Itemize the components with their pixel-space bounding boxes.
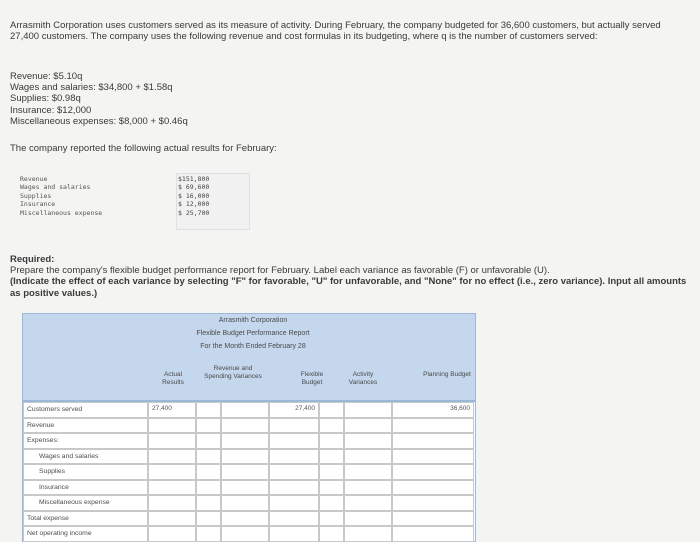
actual-value: $ 12,000 — [178, 200, 210, 209]
required-note: (Indicate the effect of each variance by selecting "F" for favorable, "U" for unfavorable, and "None" for no effect (i.e., zero variance). Input all amounts as positive values.) — [10, 276, 687, 299]
row-label: Supplies — [39, 468, 66, 475]
col-revenue-spending-variances: Revenue and Spending Variances — [204, 365, 262, 380]
required-title: Required: — [10, 254, 55, 265]
row-label: Total expense — [27, 514, 69, 522]
col-actual-results: Actual Results — [162, 371, 184, 386]
input-cell-act-amt[interactable] — [319, 480, 344, 496]
formula-wages: Wages and salaries: $34,800 + $1.58q — [10, 82, 173, 94]
input-cell-act-fu[interactable] — [344, 511, 392, 527]
customers-flexible-value: 27,400 — [295, 405, 315, 412]
row-label-cell — [23, 526, 148, 542]
input-cell-var-fu[interactable] — [221, 433, 269, 449]
input-cell-act-fu[interactable] — [344, 418, 392, 434]
input-cell-act-fu[interactable] — [344, 433, 392, 449]
input-cell-actual[interactable] — [148, 526, 196, 542]
input-cell-var-amt[interactable] — [196, 511, 221, 527]
row-label: Customers served — [27, 406, 83, 413]
row-label-cell — [23, 480, 148, 496]
row-label-cell — [23, 495, 148, 511]
input-cell-flexible[interactable] — [269, 526, 319, 542]
input-cell-var-fu[interactable] — [221, 449, 269, 465]
input-cell-var-amt[interactable] — [196, 402, 221, 418]
row-label-cell — [23, 402, 148, 418]
customers-actual-value: 27,400 — [152, 405, 172, 412]
customers-planning-cell — [392, 402, 474, 418]
input-cell-flexible[interactable] — [269, 418, 319, 434]
input-cell-var-fu[interactable] — [221, 511, 269, 527]
input-cell-var-amt[interactable] — [196, 464, 221, 480]
report-header — [23, 314, 475, 400]
input-cell-act-fu[interactable] — [344, 495, 392, 511]
performance-report — [22, 313, 476, 542]
input-cell-var-amt[interactable] — [196, 418, 221, 434]
row-label: Miscellaneous expense — [39, 499, 110, 506]
reported-text: The company reported the following actual results for February: — [10, 143, 277, 154]
actual-value: $ 16,000 — [178, 191, 210, 200]
formula-revenue: Revenue: $5.10q — [10, 71, 83, 82]
problem-intro — [10, 20, 690, 42]
report-period: For the Month Ended February 28 — [200, 343, 306, 350]
report-title: Flexible Budget Performance Report — [196, 330, 310, 337]
input-cell-flexible[interactable] — [269, 495, 319, 511]
input-cell-planning[interactable] — [392, 433, 474, 449]
actual-label: Miscellaneous expense — [20, 208, 103, 217]
input-cell-act-fu[interactable] — [344, 526, 392, 542]
formula-supplies: Supplies: $0.98q — [10, 93, 81, 105]
customers-flexible-cell — [269, 402, 319, 418]
input-cell-act-amt[interactable] — [319, 511, 344, 527]
input-cell-planning[interactable] — [392, 464, 474, 480]
input-cell-var-fu[interactable] — [221, 402, 269, 418]
actual-label: Insurance — [20, 200, 56, 209]
input-cell-actual[interactable] — [148, 480, 196, 496]
actual-label: Wages and salaries — [20, 183, 91, 192]
row-label-cell — [23, 464, 148, 480]
row-label: Expenses: — [27, 437, 59, 444]
row-label-cell — [23, 433, 148, 449]
row-label-cell — [23, 449, 148, 465]
input-cell-actual[interactable] — [148, 464, 196, 480]
row-label: Wages and salaries — [39, 452, 99, 460]
input-cell-planning[interactable] — [392, 418, 474, 434]
input-cell-act-amt[interactable] — [319, 526, 344, 542]
input-cell-flexible[interactable] — [269, 433, 319, 449]
input-cell-act-amt[interactable] — [319, 402, 344, 418]
input-cell-planning[interactable] — [392, 526, 474, 542]
input-cell-act-fu[interactable] — [344, 449, 392, 465]
input-cell-planning[interactable] — [392, 495, 474, 511]
col-flexible-budget: Flexible Budget — [300, 371, 324, 386]
col-planning-budget: Planning Budget — [423, 371, 471, 378]
input-cell-flexible[interactable] — [269, 449, 319, 465]
input-cell-planning[interactable] — [392, 449, 474, 465]
row-label-cell — [23, 511, 148, 527]
input-cell-act-amt[interactable] — [319, 433, 344, 449]
input-cell-flexible[interactable] — [269, 480, 319, 496]
input-cell-planning[interactable] — [392, 511, 474, 527]
input-cell-var-amt[interactable] — [196, 526, 221, 542]
input-cell-actual[interactable] — [148, 495, 196, 511]
actual-label: Revenue — [20, 175, 48, 183]
col-activity-variances: Activity Variances — [348, 371, 378, 386]
required-section — [10, 254, 690, 299]
row-label: Net operating income — [27, 530, 92, 537]
input-cell-act-fu[interactable] — [344, 402, 392, 418]
formula-list — [10, 71, 188, 127]
input-cell-act-fu[interactable] — [344, 464, 392, 480]
input-cell-act-amt[interactable] — [319, 464, 344, 480]
input-cell-flexible[interactable] — [269, 511, 319, 527]
required-text: Prepare the company's flexible budget performance report for February. Label each variance as favorable (F) or unfavorable (U). — [10, 265, 550, 277]
actual-label: Supplies — [20, 191, 52, 200]
input-cell-var-amt[interactable] — [196, 433, 221, 449]
row-label: Revenue — [27, 421, 55, 429]
input-cell-var-fu[interactable] — [221, 464, 269, 480]
input-cell-var-amt[interactable] — [196, 495, 221, 511]
input-cell-planning[interactable] — [392, 480, 474, 496]
actual-value: $ 25,700 — [178, 208, 210, 217]
input-cell-act-amt[interactable] — [319, 495, 344, 511]
intro-text: Arrasmith Corporation uses customers served as its measure of activity. During February, the company budgeted for 36,600 customers, but actually served 27,400 customers. The company uses the following revenue and cost formulas in its budgeting, where q is the number of customers served: — [10, 20, 661, 42]
report-company: Arrasmith Corporation — [218, 317, 288, 324]
input-cell-act-amt[interactable] — [319, 449, 344, 465]
formula-insurance: Insurance: $12,000 — [10, 104, 92, 116]
input-cell-actual[interactable] — [148, 449, 196, 465]
input-cell-actual[interactable] — [148, 433, 196, 449]
input-cell-act-fu[interactable] — [344, 480, 392, 496]
input-cell-actual[interactable] — [148, 418, 196, 434]
input-cell-var-fu[interactable] — [221, 495, 269, 511]
row-label: Insurance — [39, 483, 69, 491]
input-cell-var-amt[interactable] — [196, 449, 221, 465]
input-cell-var-fu[interactable] — [221, 526, 269, 542]
customers-planning-value: 36,600 — [450, 405, 470, 412]
input-cell-actual[interactable] — [148, 511, 196, 527]
actual-value: $151,800 — [178, 175, 210, 183]
customers-actual-cell — [148, 402, 196, 418]
input-cell-flexible[interactable] — [269, 464, 319, 480]
input-cell-act-amt[interactable] — [319, 418, 344, 434]
actual-value: $ 69,600 — [178, 183, 210, 192]
input-cell-var-fu[interactable] — [221, 418, 269, 434]
row-label-cell — [23, 418, 148, 434]
formula-misc: Miscellaneous expenses: $8,000 + $0.46q — [10, 115, 188, 127]
input-cell-var-fu[interactable] — [221, 480, 269, 496]
input-cell-var-amt[interactable] — [196, 480, 221, 496]
